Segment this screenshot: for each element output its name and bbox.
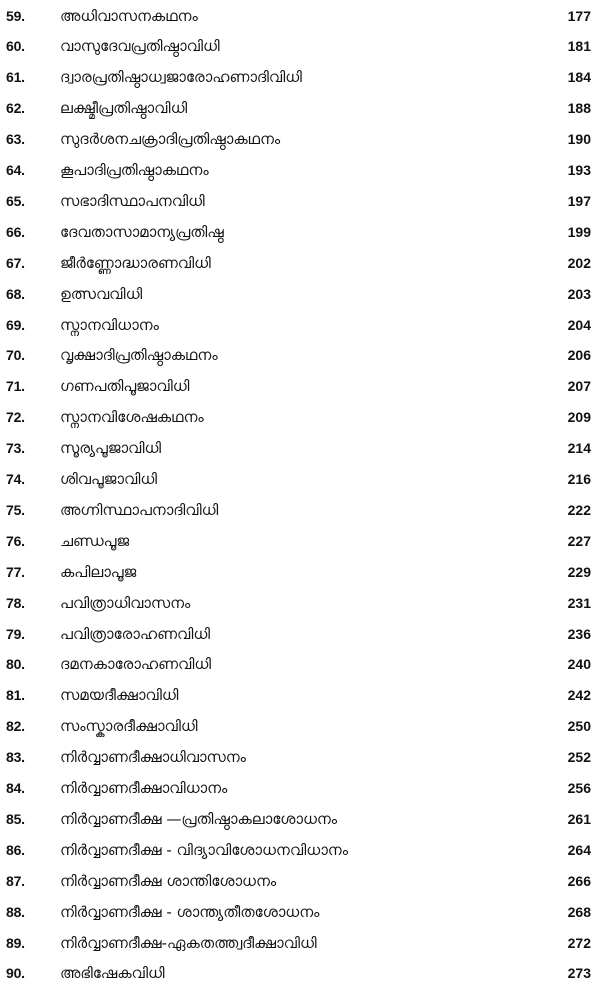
page-number: 184 (567, 69, 591, 86)
chapter-title: സംസ്കാരദീക്ഷാവിധി (60, 717, 198, 736)
toc-entry (0, 494, 600, 525)
page-number: 193 (567, 162, 591, 178)
toc-entry (0, 896, 600, 927)
toc-entry (0, 433, 600, 464)
chapter-title: ലക്ഷ്മീപ്രതിഷ്ഠാവിധി (60, 99, 188, 118)
chapter-title: വാസുദേവപ്രതിഷ്ഠാവിധി (60, 37, 220, 56)
chapter-title: അധിവാസനകഥനം (60, 6, 198, 25)
toc-entry (0, 371, 600, 402)
chapter-title: ശിവപൂജാവിധി (60, 470, 157, 488)
page-number: 202 (567, 254, 591, 271)
chapter-title: ഉത്സവവിധി (60, 284, 143, 303)
chapter-number: 84. (6, 780, 25, 796)
chapter-number: 73. (6, 440, 25, 457)
page-number: 240 (567, 656, 591, 673)
chapter-number: 64. (6, 162, 25, 178)
chapter-number: 79. (6, 625, 25, 642)
toc-entry (0, 309, 600, 340)
page-number: 209 (567, 409, 591, 426)
chapter-number: 62. (6, 100, 25, 117)
chapter-title: നിർവ്വാണദീക്ഷാധിവാസനം (60, 748, 246, 767)
toc-entry (0, 834, 600, 865)
page-number: 242 (567, 687, 591, 704)
page-number: 181 (567, 38, 591, 55)
page-number: 204 (567, 316, 591, 333)
chapter-number: 88. (6, 903, 25, 920)
chapter-title: അഭിഷേകവിധി (60, 964, 165, 983)
chapter-number: 63. (6, 131, 25, 148)
toc-entry (0, 773, 600, 804)
page-number: 206 (567, 347, 591, 364)
toc-entry (0, 124, 600, 155)
toc-entry (0, 742, 600, 773)
chapter-title: ഗണപതിപൂജാവിധി (60, 377, 190, 396)
chapter-title: കൂപാദിപ്രതിഷ്ഠാകഥനം (60, 161, 209, 179)
chapter-title: ചണ്ഡപൂജ (60, 531, 130, 550)
chapter-title: ദമനകാരോഹണവിധി (60, 655, 211, 674)
toc-entry (0, 31, 600, 62)
chapter-number: 86. (6, 841, 25, 858)
page-number: 252 (567, 749, 591, 766)
chapter-number: 61. (6, 69, 25, 86)
chapter-title: പവിത്രാരോഹണവിധി (60, 624, 210, 643)
chapter-number: 60. (6, 38, 25, 55)
page-number: 272 (567, 934, 591, 951)
page-number: 188 (567, 100, 591, 117)
toc-entry (0, 247, 600, 278)
toc-entry (0, 402, 600, 433)
chapter-title: സുദർശനചക്രാദിപ്രതിഷ്ഠാകഥനം (60, 130, 281, 149)
chapter-title: നിർവ്വാണദീക്ഷ —പ്രതിഷ്ഠാകലാശോധനം (60, 809, 338, 828)
chapter-number: 89. (6, 934, 25, 951)
toc-entry (0, 155, 600, 186)
chapter-title: നിർവ്വാണദീക്ഷാവിധാനം (60, 779, 228, 797)
toc-entry (0, 0, 600, 31)
page-number: 261 (567, 810, 591, 827)
chapter-number: 66. (6, 223, 25, 240)
toc-entry (0, 216, 600, 247)
chapter-number: 90. (6, 965, 25, 982)
toc-entry (0, 525, 600, 556)
chapter-number: 83. (6, 749, 25, 766)
page-number: 227 (567, 532, 591, 549)
chapter-number: 85. (6, 810, 25, 827)
chapter-number: 59. (6, 7, 25, 24)
chapter-number: 76. (6, 532, 25, 549)
chapter-number: 74. (6, 471, 25, 487)
toc-entry (0, 927, 600, 958)
page-number: 177 (567, 7, 591, 24)
chapter-number: 75. (6, 501, 25, 518)
chapter-title: സമയദീക്ഷാവിധി (60, 686, 179, 705)
toc-entry (0, 556, 600, 587)
page-number: 273 (567, 965, 591, 982)
page-number: 229 (567, 563, 591, 580)
chapter-number: 70. (6, 347, 25, 364)
toc-entry (0, 278, 600, 309)
toc-entry (0, 958, 600, 989)
chapter-title: അഗ്നിസ്ഥാപനാദിവിധി (60, 500, 219, 519)
chapter-title: പവിത്രാധിവാസനം (60, 593, 191, 612)
page-number: 216 (567, 471, 591, 487)
toc-entry (0, 618, 600, 649)
chapter-title: സ്നാനവിധാനം (60, 315, 159, 334)
page-number: 256 (567, 780, 591, 796)
chapter-number: 69. (6, 316, 25, 333)
toc-entry (0, 680, 600, 711)
chapter-title: നിർവ്വാണദീക്ഷ - വിദ്യാവിശോധനവിധാനം (60, 840, 348, 859)
toc-entry (0, 587, 600, 618)
page-number: 207 (567, 378, 591, 395)
chapter-title: ദേവതാസാമാന്യപ്രതിഷ്ഠ (60, 222, 224, 241)
chapter-title: നിർവ്വാണദീക്ഷ ശാന്തിശോധനം (60, 871, 277, 890)
chapter-number: 68. (6, 285, 25, 302)
page-number: 199 (567, 223, 591, 240)
chapter-number: 72. (6, 409, 25, 426)
toc-entry (0, 464, 600, 495)
chapter-title: സൂര്യപൂജാവിധി (60, 439, 162, 458)
toc-entry (0, 649, 600, 680)
chapter-number: 82. (6, 718, 25, 735)
chapter-number: 81. (6, 687, 25, 704)
chapter-number: 78. (6, 594, 25, 611)
chapter-title: സ്നാനവിശേഷകഥനം (60, 408, 204, 427)
toc-entry (0, 93, 600, 124)
chapter-number: 65. (6, 192, 25, 209)
toc-entry (0, 340, 600, 371)
chapter-title: നിർവ്വാണദീക്ഷ - ശാന്ത്യതീതശോധനം (60, 902, 320, 921)
chapter-number: 80. (6, 656, 25, 673)
chapter-number: 77. (6, 563, 25, 580)
chapter-title: സഭാദിസ്ഥാപനവിധി (60, 191, 205, 210)
chapter-title: നിർവ്വാണദീക്ഷ-ഏകതത്ത്വദീക്ഷാവിധി (60, 933, 317, 952)
chapter-title: കപിലാപൂജ (60, 562, 137, 581)
page-number: 231 (567, 594, 591, 611)
toc-entry (0, 62, 600, 93)
page-number: 266 (567, 872, 591, 889)
toc-entry (0, 711, 600, 742)
chapter-number: 67. (6, 254, 25, 271)
page-number: 197 (567, 192, 591, 209)
page-number: 203 (567, 285, 591, 302)
page-number: 268 (567, 903, 591, 920)
page-number: 250 (567, 718, 591, 735)
chapter-number: 71. (6, 378, 25, 395)
page-number: 214 (567, 440, 591, 457)
toc-entry (0, 185, 600, 216)
page-number: 236 (567, 625, 591, 642)
toc-entry (0, 803, 600, 834)
chapter-title: ജീർണ്ണോദ്ധാരണവിധി (60, 253, 211, 272)
page-number: 222 (567, 501, 591, 518)
page-number: 190 (567, 131, 591, 148)
page-number: 264 (567, 841, 591, 858)
toc-entry (0, 865, 600, 896)
chapter-title: വൃക്ഷാദിപ്രതിഷ്ഠാകഥനം (60, 346, 218, 365)
chapter-number: 87. (6, 872, 25, 889)
chapter-title: ദ്വാരപ്രതിഷ്ഠാധ്വജാരോഹണാദിവിധി (60, 68, 302, 87)
